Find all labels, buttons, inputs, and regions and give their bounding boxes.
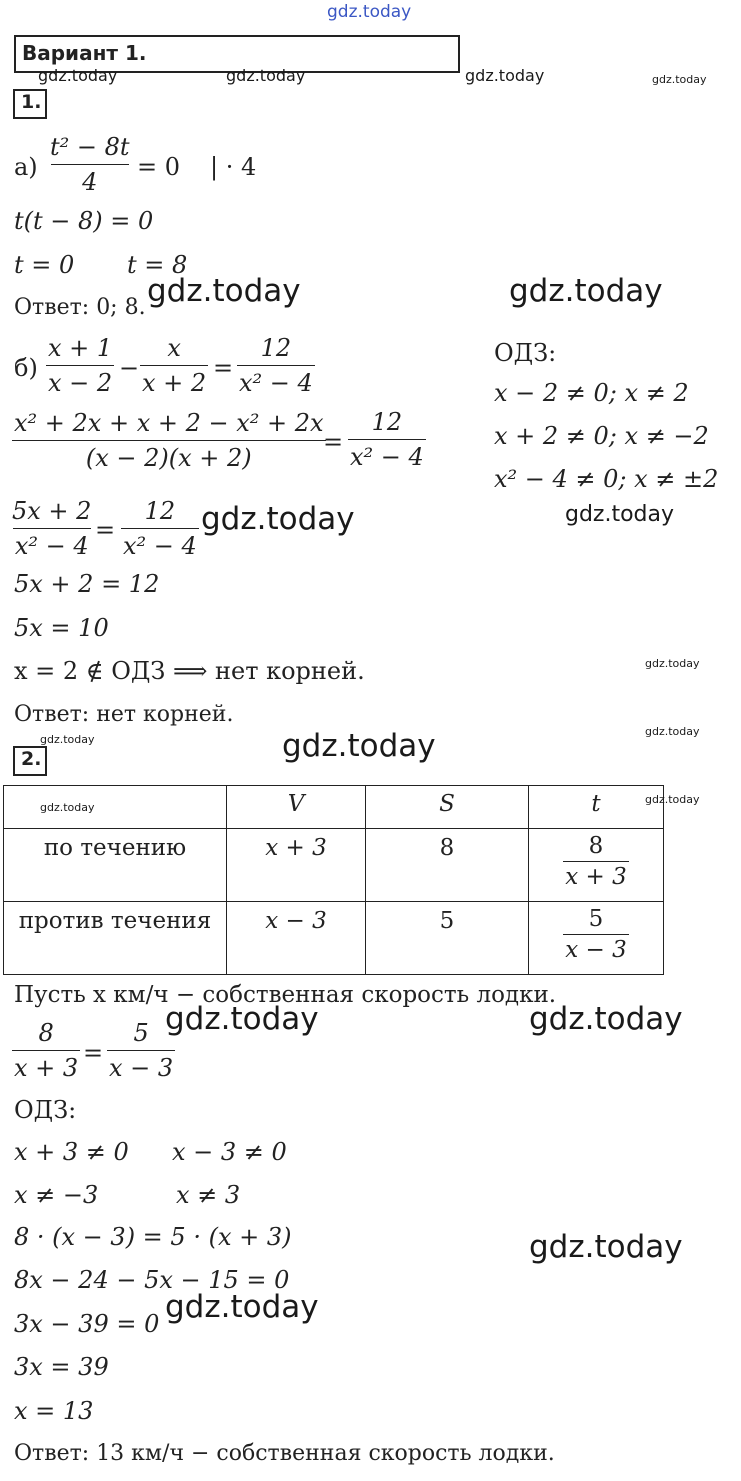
minus-sign: − <box>119 354 140 382</box>
task1b-fraction-6 <box>121 496 199 561</box>
task2-fraction-2 <box>107 1018 175 1083</box>
fraction-numerator: x² + 2x + x + 2 − x² + 2x <box>14 409 324 437</box>
task1b-big-fraction <box>12 408 326 473</box>
task1a-root2: t = 8 <box>127 251 188 279</box>
equals-sign: = <box>323 428 344 456</box>
fraction-numerator: 5 <box>133 1019 149 1047</box>
task1a-eq-rest: = 0 <box>137 153 181 181</box>
task2-odz-a1: x + 3 ≠ 0 <box>14 1138 129 1166</box>
task1b-fraction-1 <box>46 333 114 398</box>
fraction-numerator: 8 <box>38 1019 54 1047</box>
watermark: gdz.today <box>165 1001 319 1037</box>
watermark: gdz.today <box>645 657 700 670</box>
task1a-answer: Ответ: 0; 8. <box>14 295 146 320</box>
table-row <box>4 829 664 902</box>
fraction-denominator: x − 2 <box>46 365 114 398</box>
watermark: gdz.today <box>529 1001 683 1037</box>
task1b-line-a: 5x + 2 = 12 <box>14 570 160 598</box>
fraction-denominator: x² − 4 <box>237 365 315 398</box>
task1a-fraction <box>48 132 132 197</box>
watermark: gdz.today <box>38 66 118 85</box>
table-header-cell: S <box>366 786 529 829</box>
task1-number-box <box>13 89 47 119</box>
motion-table <box>3 785 664 975</box>
watermark: gdz.today <box>201 501 355 537</box>
watermark: gdz.today <box>147 273 301 309</box>
task2-fraction-1 <box>12 1018 80 1083</box>
equals-sign: = <box>213 354 234 382</box>
task2-step-4: 3x = 39 <box>14 1353 109 1381</box>
task2-odz-a2: x − 3 ≠ 0 <box>172 1138 287 1166</box>
fraction-numerator: 5x + 2 <box>12 497 92 525</box>
odz-title: ОДЗ: <box>494 339 557 367</box>
fraction-numerator: 5 <box>588 906 604 932</box>
task2-number-box <box>13 746 47 776</box>
fraction-denominator: x − 3 <box>107 1050 175 1083</box>
task1b-fraction-3 <box>237 333 315 398</box>
table-cell-s: 8 <box>366 829 529 902</box>
fraction-denominator: (x − 2)(x + 2) <box>12 440 326 473</box>
table-header-cell: t <box>529 786 664 829</box>
equals-sign: = <box>95 516 116 544</box>
table-cell-label: по течению <box>4 829 227 902</box>
table-cell-label: против течения <box>4 902 227 975</box>
watermark: gdz.today <box>282 728 436 764</box>
task2-odz-title: ОДЗ: <box>14 1096 77 1124</box>
watermark: gdz.today <box>165 1289 319 1325</box>
task1a-line2: t(t − 8) = 0 <box>14 207 154 235</box>
fraction-numerator: x <box>167 334 181 362</box>
fraction-numerator: 12 <box>260 334 292 362</box>
equals-sign: = <box>83 1039 104 1067</box>
task1b-line-c: x = 2 ∉ ОДЗ ⟹ нет корней. <box>14 657 365 685</box>
task1b-answer: Ответ: нет корней. <box>14 702 234 727</box>
task2-answer: Ответ: 13 км/ч − собственная скорость лодки. <box>14 1441 555 1466</box>
task2-step-2: 8x − 24 − 5x − 15 = 0 <box>14 1266 290 1294</box>
table-cell-s: 5 <box>366 902 529 975</box>
task2-step-1: 8 · (x − 3) = 5 · (x + 3) <box>14 1223 292 1251</box>
watermark: gdz.today <box>226 66 306 85</box>
table-cell-t <box>529 902 664 975</box>
watermark-top: gdz.today <box>327 2 412 22</box>
fraction-numerator: 12 <box>371 408 403 436</box>
table-cell-v: x + 3 <box>227 829 366 902</box>
task2-step-3: 3x − 39 = 0 <box>14 1310 160 1338</box>
odz-line-2: x + 2 ≠ 0; x ≠ −2 <box>494 422 709 450</box>
task2-number: 2. <box>21 748 42 770</box>
watermark: gdz.today <box>645 725 700 738</box>
task2-odz-b2: x ≠ 3 <box>176 1181 241 1209</box>
task1b-line-b: 5x = 10 <box>14 614 109 642</box>
fraction-denominator: x + 3 <box>12 1050 80 1083</box>
table-row <box>4 902 664 975</box>
variant-title: Вариант 1. <box>22 41 147 65</box>
odz-line-1: x − 2 ≠ 0; x ≠ 2 <box>494 379 689 407</box>
watermark: gdz.today <box>40 733 95 746</box>
watermark: gdz.today <box>645 793 700 806</box>
table-header-cell: V <box>227 786 366 829</box>
watermark: gdz.today <box>465 66 545 85</box>
task1b-label: б) <box>14 354 38 382</box>
task1a-root1: t = 0 <box>14 251 75 279</box>
odz-line-3: x² − 4 ≠ 0; x ≠ ±2 <box>494 465 719 493</box>
fraction-denominator: x + 2 <box>140 365 208 398</box>
task2-let-line: Пусть x км/ч − собственная скорость лодки. <box>14 982 557 1008</box>
table-header-cell <box>4 786 227 829</box>
table-cell-v: x − 3 <box>227 902 366 975</box>
fraction-numerator: x + 1 <box>48 334 113 362</box>
task1a-multiplier: | · 4 <box>210 153 257 181</box>
fraction-denominator: x² − 4 <box>121 528 199 561</box>
task1a-label: а) <box>14 153 38 181</box>
table-header-row <box>4 786 664 829</box>
watermark: gdz.today <box>40 801 95 814</box>
watermark: gdz.today <box>509 273 663 309</box>
task1b-fraction-2 <box>140 333 208 398</box>
fraction-denominator: x − 3 <box>563 934 629 965</box>
fraction-denominator: 4 <box>51 164 129 197</box>
watermark: gdz.today <box>652 73 707 86</box>
task1b-fraction-5 <box>10 496 93 561</box>
fraction-denominator: x² − 4 <box>348 439 426 472</box>
fraction-numerator: 12 <box>144 497 176 525</box>
watermark: gdz.today <box>565 502 675 527</box>
task2-step-5: x = 13 <box>14 1397 94 1425</box>
task1b-fraction-4 <box>348 407 426 472</box>
fraction-denominator: x + 3 <box>563 861 629 892</box>
fraction-numerator: 8 <box>588 833 604 859</box>
fraction-denominator: x² − 4 <box>13 528 91 561</box>
table-cell-t <box>529 829 664 902</box>
task2-odz-b1: x ≠ −3 <box>14 1181 99 1209</box>
task1-number: 1. <box>21 91 42 113</box>
fraction-numerator: t² − 8t <box>50 133 130 161</box>
watermark: gdz.today <box>529 1229 683 1265</box>
